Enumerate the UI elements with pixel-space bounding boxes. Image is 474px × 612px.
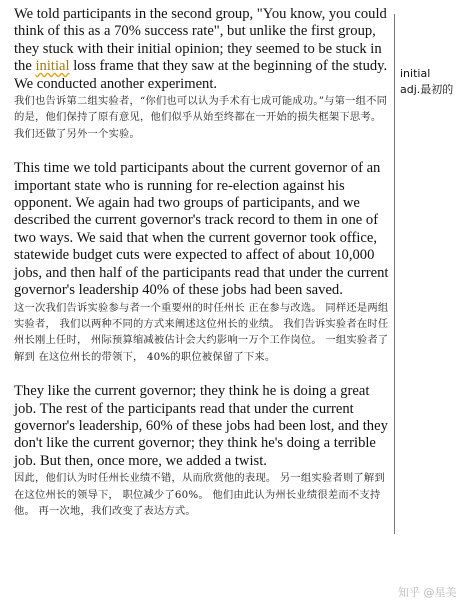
chinese-translation: 我们也告诉第二组实验者，“你们也可以认为手术有七成可能成功。”与第一组不同的是，他们保持了原有意见，他们似乎从始至终都在一开始的损失框架下思考。 我们还做了另外一个实验。 (14, 95, 388, 140)
margin-note (400, 66, 472, 98)
english-text-segment: We told participants in the second group, "You know, you could think of this as a 70% success rate", but unlike the first group, they stuck with their initial opinion; they seemed to be stuck in the (14, 6, 387, 75)
note-word: initial (400, 67, 431, 80)
chinese-translation: 因此，他们认为时任州长业绩不错，从而欣赏他的表现。 另一组实验者则了解到 在这位州长的领导下， 职位减少了60%。 他们由此认为州长业绩很差而不支持他。 再一次地，我们改变了表达方式。 (14, 472, 385, 517)
chinese-translation: 这一次我们告诉实验参与者一个重要州的时任州长 正在参与改选。 同样还是两组实验者， 我们以两种不同的方式来阐述这位州长的业绩。 我们告诉实验者在时任州长刚上任时， 州际预算缩减被估计会大约影响一万个工作岗位。 一组实验者了解到 在这位州长的带领下， 40%的职位被保留了下来。 (14, 301, 389, 363)
highlighted-word[interactable]: initial (35, 58, 70, 75)
english-text: This time we told participants about the current governor of an important state who is running for re-election against his opponent. We again had two groups of participants, and we described the current governor's track record to them in one of two ways. We said that when the current governor took office, statewide budget cuts were expected to affect of about 10,000 jobs, and then half of the participants read that under the current governor's leadership 40% of these jobs had been saved. (14, 160, 389, 299)
paragraph-3 (14, 383, 390, 519)
paragraph-1 (14, 6, 390, 142)
article-body (14, 6, 390, 519)
margin-divider (394, 14, 395, 534)
note-definition: adj.最初的 (400, 83, 454, 96)
english-text: They like the current governor; they think he is doing a great job. The rest of the participants read that under the current governor's leadership, 60% of these jobs had been lost, and they don't like the current governor; they think he's doing a terrible job. But then, once more, we added a twist. (14, 383, 388, 469)
english-text-segment: loss frame that they saw at the beginning of the study. We conducted another experiment. (14, 58, 388, 92)
english-text (14, 6, 390, 93)
watermark: 知乎 @星美 (398, 586, 457, 599)
paragraph-2 (14, 160, 390, 365)
